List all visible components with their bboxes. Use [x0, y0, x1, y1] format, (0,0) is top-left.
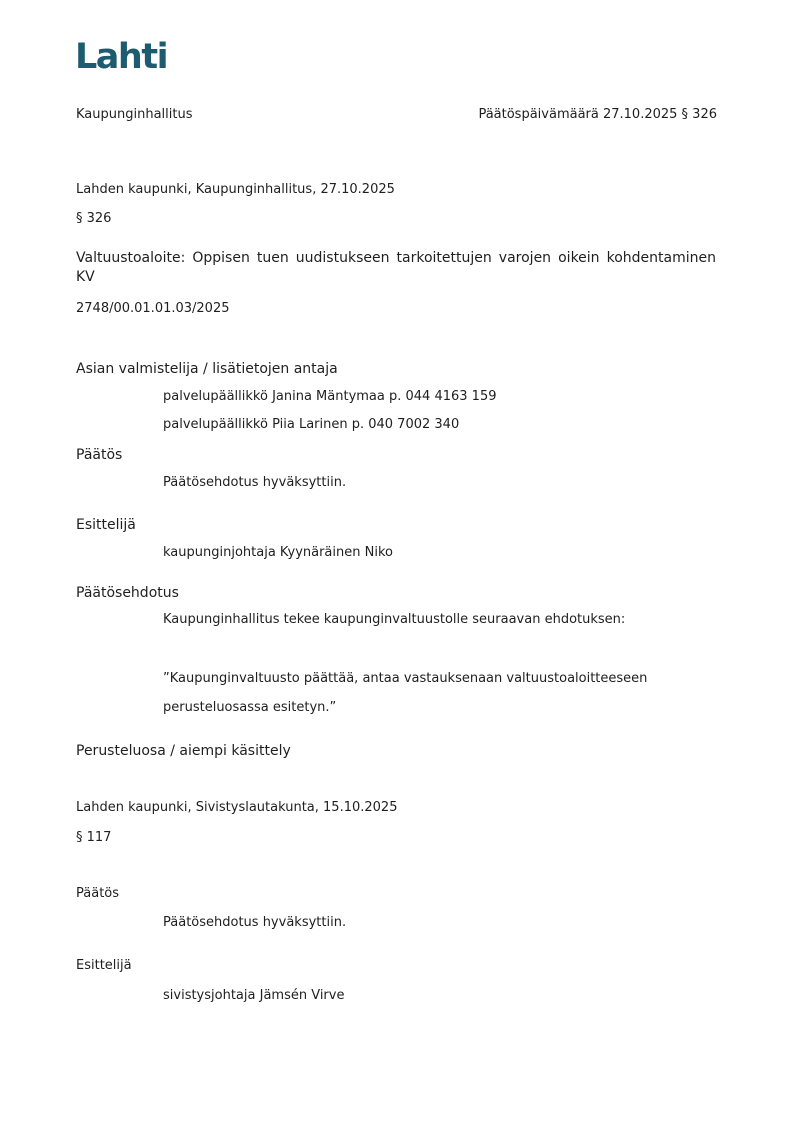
- record-id: 2748/00.01.01.03/2025: [76, 301, 230, 316]
- presenter-name: kaupunginjohtaja Kyynäräinen Niko: [163, 545, 393, 560]
- preparer-item: palvelupäällikkö Janina Mäntymaa p. 044 4163 159: [163, 389, 497, 404]
- section-number: § 326: [76, 211, 112, 226]
- subject-heading: Valtuustoaloite: Oppisen tuen uudistukseen tarkoitettujen varojen oikein kohdentaminen KV: [76, 250, 716, 285]
- presenter-heading: Esittelijä: [76, 958, 132, 973]
- proposal-quote-line: perusteluosassa esitetyn.”: [163, 700, 337, 715]
- background-heading: Perusteluosa / aiempi käsittely: [76, 743, 291, 759]
- meeting-title: Lahden kaupunki, Kaupunginhallitus, 27.10.2025: [76, 182, 395, 197]
- presenter-heading: Esittelijä: [76, 517, 136, 533]
- presenter-name: sivistysjohtaja Jämsén Virve: [163, 988, 345, 1003]
- proposal-intro: Kaupunginhallitus tekee kaupunginvaltuustolle seuraavan ehdotuksen:: [163, 612, 626, 627]
- decision-heading: Päätös: [76, 886, 120, 901]
- decision-reference: Päätöspäivämäärä 27.10.2025 § 326: [478, 107, 717, 122]
- decision-text: Päätösehdotus hyväksyttiin.: [163, 475, 347, 490]
- organ-name: Kaupunginhallitus: [76, 107, 193, 122]
- proposal-quote-line: ”Kaupunginvaltuusto päättää, antaa vastauksenaan valtuustoaloitteeseen: [163, 671, 648, 686]
- decision-text: Päätösehdotus hyväksyttiin.: [163, 915, 347, 930]
- decision-heading: Päätös: [76, 447, 123, 463]
- lahti-logo: Lahti: [75, 37, 168, 77]
- meeting-title: Lahden kaupunki, Sivistyslautakunta, 15.10.2025: [76, 800, 398, 815]
- proposal-heading: Päätösehdotus: [76, 585, 179, 601]
- preparer-heading: Asian valmistelija / lisätietojen antaja: [76, 361, 338, 377]
- section-number: § 117: [76, 830, 112, 845]
- preparer-item: palvelupäällikkö Piia Larinen p. 040 7002 340: [163, 417, 460, 432]
